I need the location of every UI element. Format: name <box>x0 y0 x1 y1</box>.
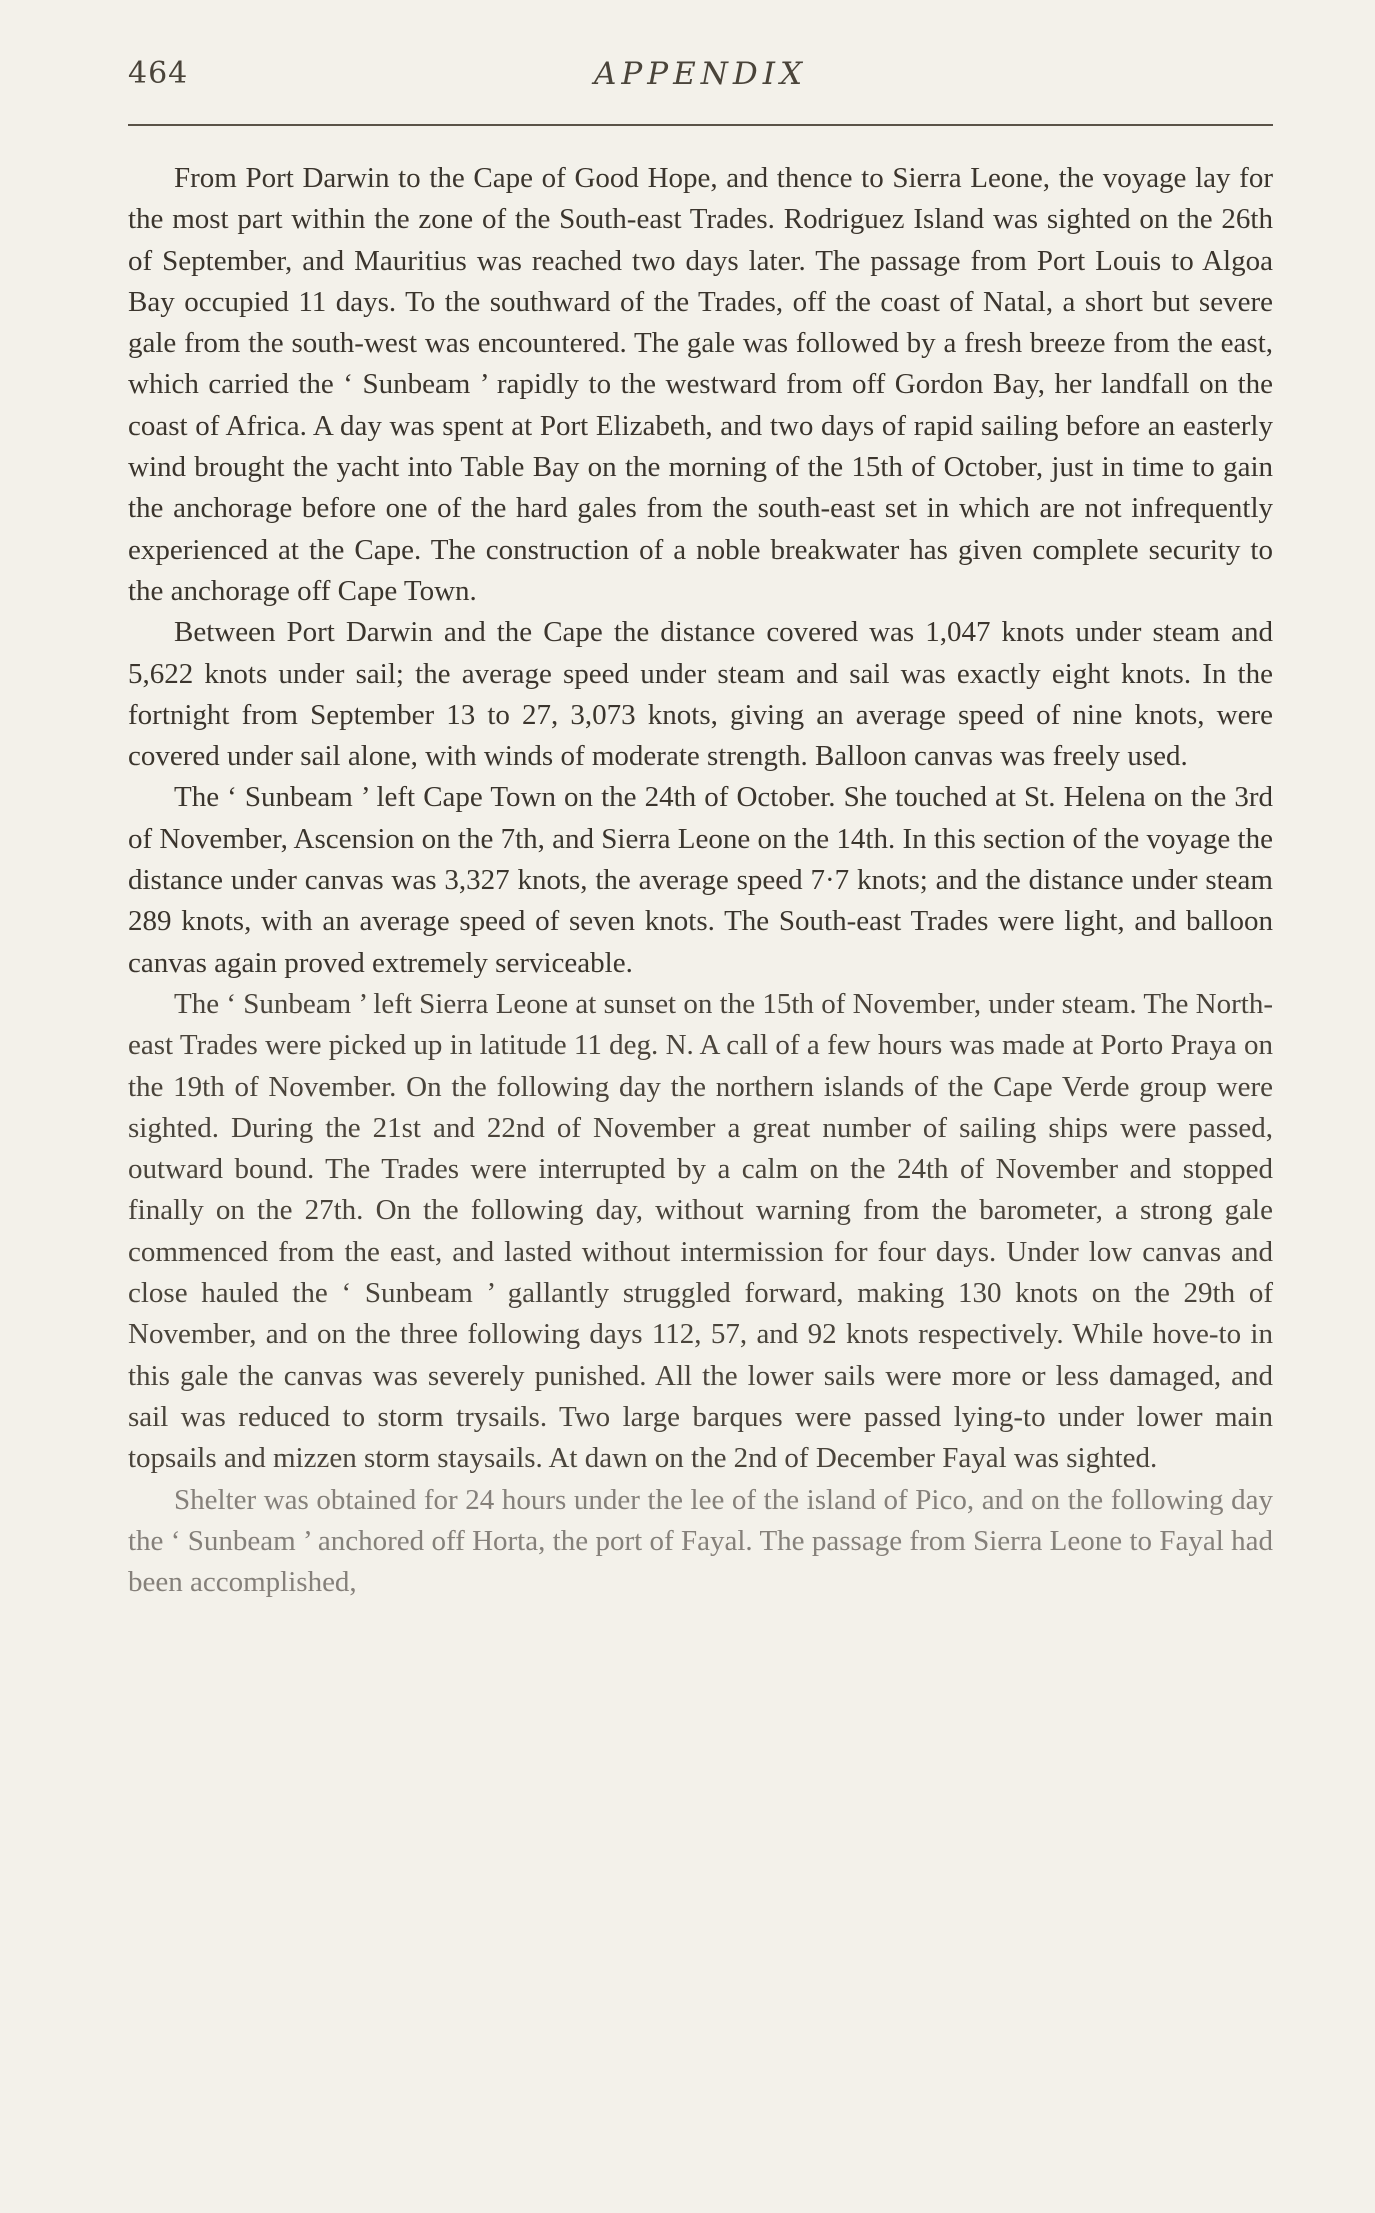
paragraph-2: Between Port Darwin and the Cape the distance covered was 1,047 knots under steam and 5,622 knots under sail; the average speed under steam and sail was exactly eight knots. In the fortnight from September 13 to 27, 3,073 knots, giving an average speed of nine knots, were covered under sail alone, with winds of moderate strength. Balloon canvas was freely used. <box>128 616 1273 773</box>
running-title: APPENDIX <box>593 56 808 92</box>
running-head <box>128 56 1273 104</box>
paragraph-1: From Port Darwin to the Cape of Good Hope, and thence to Sierra Leone, the voyage lay for the most part within the zone of the South-east Trades. Rodriguez Island was sighted on the 26th of September, and Mauritius was reached two days later. The passage from Port Louis to Algoa Bay occupied 11 days. To the southward of the Trades, off the coast of Natal, a short but severe gale from the south-west was encountered. The gale was followed by a fresh breeze from the east, which carried the ‘ Sunbeam ’ rapidly to the westward from off Gordon Bay, her landfall on the coast of Africa. A day was spent at Port Elizabeth, and two days of rapid sailing before an easterly wind brought the yacht into Table Bay on the morning of the 15th of October, just in time to gain the anchorage before one of the hard gales from the south-east set in which are not infrequently experienced at the Cape. The construction of a noble breakwater has given complete security to the anchorage off Cape Town. <box>128 162 1273 607</box>
header-rule <box>128 124 1273 126</box>
paragraph-4: The ‘ Sunbeam ’ left Sierra Leone at sunset on the 15th of November, under steam. The North-east Trades were picked up in latitude 11 deg. N. A call of a few hours was made at Porto Praya on the 19th of November. On the following day the northern islands of the Cape Verde group were sighted. During the 21st and 22nd of November a great number of sailing ships were passed, outward bound. The Trades were interrupted by a calm on the 24th of November and stopped finally on the 27th. On the following day, without warning from the barometer, a strong gale commenced from the east, and lasted without intermission for four days. Under low canvas and close hauled the ‘ Sunbeam ’ gallantly struggled forward, making 130 knots on the 29th of November, and on the three following days 112, 57, and 92 knots respectively. While hove-to in this gale the canvas was severely punished. All the lower sails were more or less damaged, and sail was reduced to storm trysails. Two large barques were passed lying-to under lower main topsails and mizzen storm staysails. At dawn on the 2nd of December Fayal was sighted. <box>128 987 1273 1475</box>
paragraph-5: Shelter was obtained for 24 hours under the lee of the island of Pico, and on the following day the ‘ Sunbeam ’ anchored off Horta, the port of Fayal. The passage from Sierra Leone to Fayal had been accomplished, <box>128 1483 1273 1599</box>
paragraph-3: The ‘ Sunbeam ’ left Cape Town on the 24th of October. She touched at St. Helena on the 3rd of November, Ascension on the 7th, and Sierra Leone on the 14th. In this section of the voyage the distance under canvas was 3,327 knots, the average speed 7·7 knots; and the distance under steam 289 knots, with an average speed of seven knots. The South-east Trades were light, and balloon canvas again proved extremely serviceable. <box>128 781 1273 979</box>
body-text <box>128 158 1273 1603</box>
page-number: 464 <box>128 56 189 91</box>
